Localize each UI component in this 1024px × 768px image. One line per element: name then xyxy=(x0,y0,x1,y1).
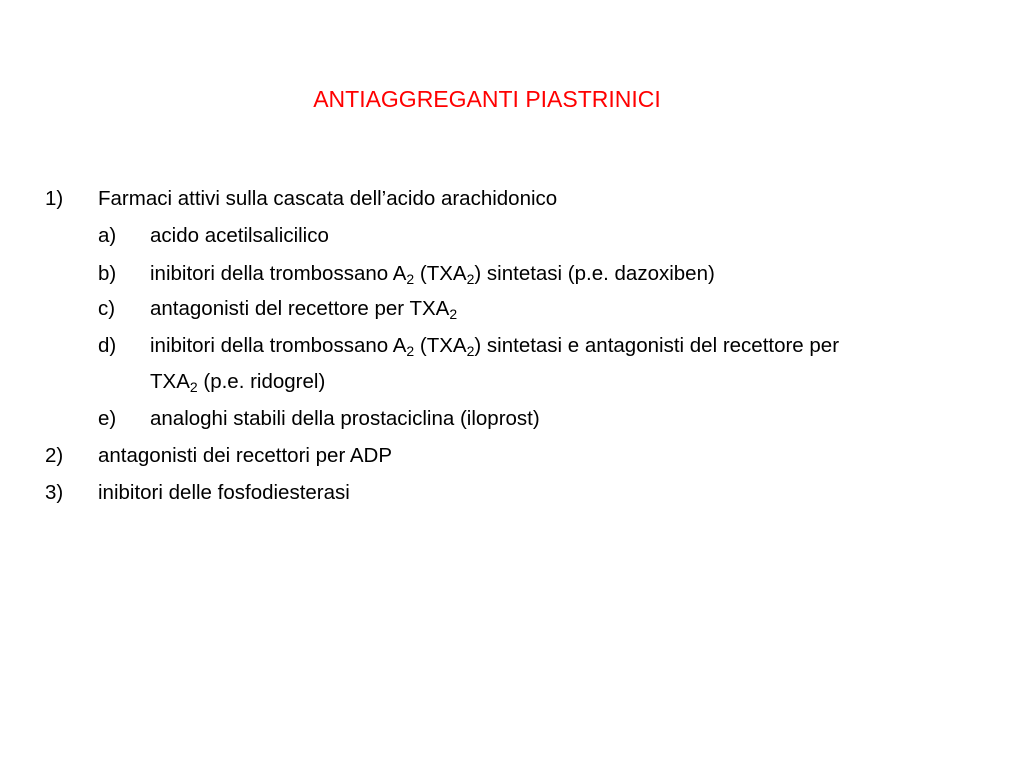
subscript: 2 xyxy=(406,343,415,359)
subscript: 2 xyxy=(449,306,458,322)
slide-title: ANTIAGGREGANTI PIASTRINICI xyxy=(313,86,661,112)
text-run: antagonisti del recettore per TXA xyxy=(150,297,450,320)
text-run: (p.e. ridogrel) xyxy=(197,370,326,393)
list-item-text xyxy=(150,370,325,394)
list-item-text: antagonisti dei recettori per ADP xyxy=(98,444,392,467)
list-item-text xyxy=(150,334,839,358)
text-run: ) sintetasi (p.e. dazoxiben) xyxy=(474,262,715,285)
text-run: TXA xyxy=(150,370,190,393)
list-item-text: inibitori delle fosfodiesterasi xyxy=(98,481,350,504)
text-run: (TXA xyxy=(414,334,467,357)
list-item-text: Farmaci attivi sulla cascata dell’acido arachidonico xyxy=(98,187,558,210)
text-run: inibitori della trombossano A xyxy=(150,334,407,357)
text-run: ) sintetasi e antagonisti del recettore per xyxy=(474,334,840,357)
subscript: 2 xyxy=(189,379,198,395)
list-marker: c) xyxy=(98,297,116,320)
list-marker: b) xyxy=(98,262,117,285)
list-marker: 2) xyxy=(45,444,64,467)
text-run: inibitori della trombossano A xyxy=(150,262,407,285)
subscript: 2 xyxy=(466,343,475,359)
list-item-text: acido acetilsalicilico xyxy=(150,224,329,247)
list-item-text xyxy=(150,262,715,286)
text-run: (TXA xyxy=(414,262,467,285)
subscript: 2 xyxy=(406,271,415,287)
list-marker: 1) xyxy=(45,187,64,210)
list-marker: e) xyxy=(98,407,117,430)
list-marker: d) xyxy=(98,334,117,357)
list-marker: a) xyxy=(98,224,117,247)
subscript: 2 xyxy=(466,271,475,287)
list-marker: 3) xyxy=(45,481,64,504)
list-item-text: analoghi stabili della prostaciclina (iloprost) xyxy=(150,407,540,430)
list-item-text xyxy=(150,297,457,321)
